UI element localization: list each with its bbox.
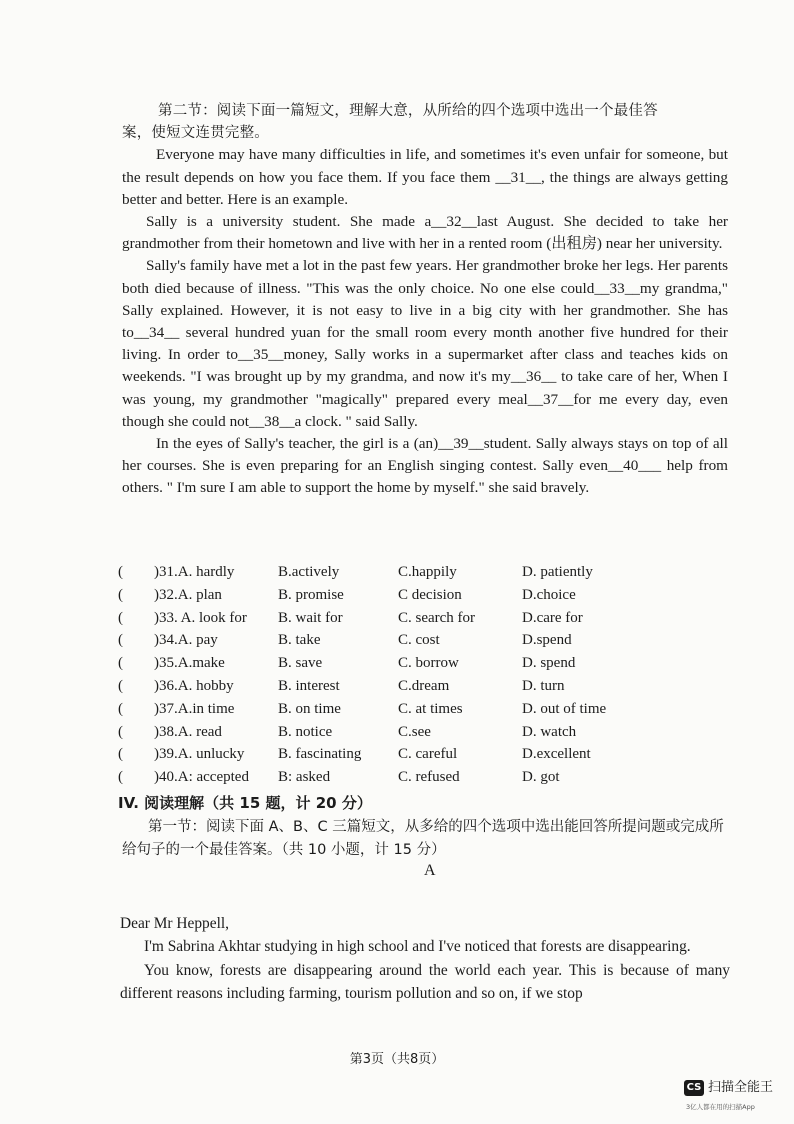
option-c: C. careful bbox=[398, 746, 458, 763]
answer-paren: ( bbox=[118, 746, 123, 763]
option-c: C.dream bbox=[398, 677, 450, 694]
section-iv-intro: 第一节：阅读下面 A、B、C 三篇短文，从多给的四个选项中选出能回答所提问题或完成所给句子的一个最佳答案。（共 10 小题，计 15 分） bbox=[122, 819, 724, 858]
option-b: B. promise bbox=[278, 586, 344, 603]
passage-label: A bbox=[424, 862, 436, 879]
option-d: D.choice bbox=[522, 586, 576, 603]
option-a: )34.A. pay bbox=[154, 632, 218, 649]
option-d: D. spend bbox=[522, 655, 576, 672]
answer-paren: ( bbox=[118, 632, 123, 649]
option-a: )33. A. look for bbox=[154, 609, 247, 626]
options-list bbox=[118, 564, 738, 792]
answer-paren: ( bbox=[118, 769, 123, 786]
option-a: )38.A. read bbox=[154, 723, 222, 740]
option-d: D.spend bbox=[522, 632, 572, 649]
page-number: 第3页（共8页） bbox=[349, 1052, 445, 1067]
option-c: C. at times bbox=[398, 700, 463, 717]
option-c: C. refused bbox=[398, 769, 460, 786]
passage-paragraph-3: Sally's family have met a lot in the past few years. Her grandmother broke her legs. Her parents both died because of illness. "This was the only choice. No one else could__33__my grandma," Sally explained. However, it is not easy to live in a big city with her grandmother. She has to__34__ several hundred yuan for the small room every month another five hundred for their living. In order to__35__money, Sally works in a supermarket after class and teaches kids on weekends. "I was brought up by my grandma, and now it's my__36__ to take care of her, When I was young, my grandmother "magically" prepared every meal__37__for me every day, even though she could not__38__a clock. " said Sally. bbox=[122, 257, 728, 430]
option-c: C. cost bbox=[398, 632, 440, 649]
option-b: B: asked bbox=[278, 769, 331, 786]
option-d: D. patiently bbox=[522, 564, 593, 580]
option-a: )37.A.in time bbox=[154, 700, 235, 717]
watermark-name: 扫描全能王 bbox=[708, 1080, 774, 1095]
option-a: )31.A. hardly bbox=[154, 564, 235, 580]
option-b: B. take bbox=[278, 632, 321, 649]
option-d: D. turn bbox=[522, 677, 565, 694]
section2-block bbox=[122, 100, 728, 500]
option-b: B. wait for bbox=[278, 609, 343, 626]
option-a: )35.A.make bbox=[154, 655, 225, 672]
option-d: D.excellent bbox=[522, 746, 591, 763]
option-b: B.actively bbox=[278, 564, 340, 580]
option-a: )32.A. plan bbox=[154, 586, 222, 603]
option-a: )40.A: accepted bbox=[154, 769, 249, 786]
option-a: )36.A. hobby bbox=[154, 677, 234, 694]
passage-paragraph-2: Sally is a university student. She made a__32__last August. She decided to take her grandmother from their hometown and live with her in a rented room (出租房) near her university. bbox=[122, 213, 728, 253]
option-c: C.happily bbox=[398, 564, 457, 580]
option-b: B. save bbox=[278, 655, 323, 672]
option-row bbox=[118, 769, 738, 792]
option-row bbox=[118, 655, 738, 678]
answer-paren: ( bbox=[118, 609, 123, 626]
option-c: C decision bbox=[398, 586, 462, 603]
answer-paren: ( bbox=[118, 700, 123, 717]
option-b: B. on time bbox=[278, 700, 341, 717]
option-d: D. watch bbox=[522, 723, 577, 740]
answer-paren: ( bbox=[118, 677, 123, 694]
option-d: D.care for bbox=[522, 609, 583, 626]
passage-paragraph-1: Everyone may have many difficulties in life, and sometimes it's even unfair for someone, but the result depends on how you face them. If you face them __31__, the things are always getting better and better. Here is an example. bbox=[122, 146, 728, 208]
option-c: C. borrow bbox=[398, 655, 459, 672]
watermark-subtitle: 3亿人都在用的扫描App bbox=[686, 1103, 755, 1111]
option-row bbox=[118, 587, 738, 610]
option-row bbox=[118, 678, 738, 701]
answer-paren: ( bbox=[118, 586, 123, 603]
letter-greeting: Dear Mr Heppell, bbox=[120, 915, 229, 932]
option-row bbox=[118, 610, 738, 633]
answer-paren: ( bbox=[118, 655, 123, 672]
option-a: )39.A. unlucky bbox=[154, 746, 245, 763]
section2-heading-line1: 第二节：阅读下面一篇短文，理解大意，从所给的四个选项中选出一个最佳答 bbox=[158, 103, 658, 119]
option-row bbox=[118, 632, 738, 655]
option-c: C.see bbox=[398, 723, 431, 740]
option-row bbox=[118, 746, 738, 769]
option-row bbox=[118, 701, 738, 724]
option-d: D. out of time bbox=[522, 700, 607, 717]
option-row bbox=[118, 724, 738, 747]
section2-heading-line2: 案，使短文连贯完整。 bbox=[122, 125, 269, 142]
option-b: B. fascinating bbox=[278, 746, 362, 763]
passage-paragraph-4: In the eyes of Sally's teacher, the girl is a (an)__39__student. Sally always stays on top of all her courses. She is even preparing for an English singing contest. Sally even__40___ help from others. " I'm sure I am able to support the home by myself." she said bravely. bbox=[122, 435, 728, 497]
section-iv-title: IV. 阅读理解（共 15 题，计 20 分） bbox=[118, 794, 372, 812]
option-d: D. got bbox=[522, 769, 560, 786]
option-b: B. notice bbox=[278, 723, 333, 740]
option-c: C. search for bbox=[398, 609, 476, 626]
answer-paren: ( bbox=[118, 564, 123, 580]
answer-paren: ( bbox=[118, 723, 123, 740]
option-b: B. interest bbox=[278, 677, 340, 694]
option-row bbox=[118, 564, 738, 587]
letter-paragraph-1: I'm Sabrina Akhtar studying in high school and I've noticed that forests are disappearing. bbox=[144, 938, 691, 956]
letter-block bbox=[120, 912, 730, 1006]
letter-paragraph-2: You know, forests are disappearing around the world each year. This is because of many different reasons including farming, tourism pollution and so on, if we stop bbox=[120, 961, 730, 1003]
camscanner-logo-icon: CS bbox=[684, 1080, 704, 1096]
